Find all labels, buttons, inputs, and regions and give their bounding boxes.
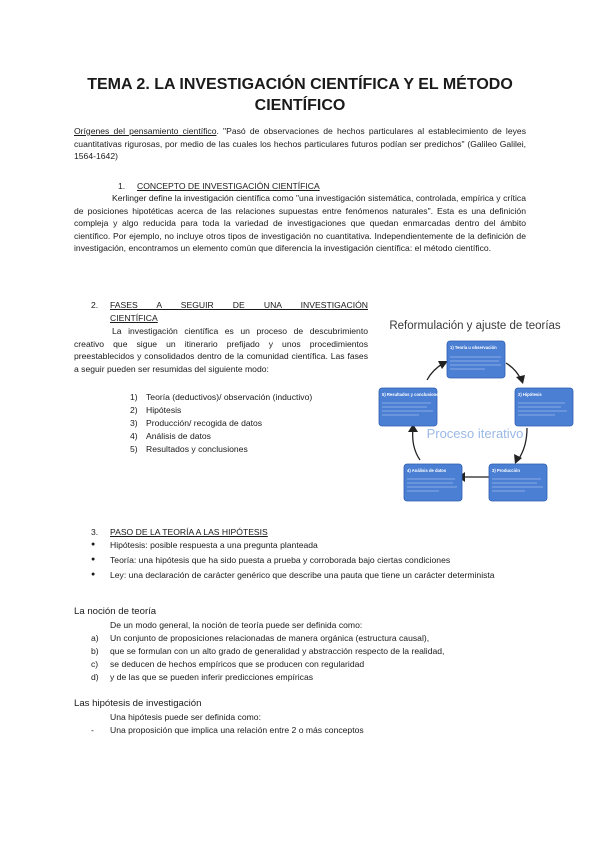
section2-paragraph: La investigación científica es un proceso de descubrimiento creativo que sigue un itinerario prefijado y unos procedimientos preestablecidos y consolidados dentro de la comunidad científica. Las fases a seguir pueden ser resumidas del siguiente modo: xyxy=(74,326,368,374)
phases-list xyxy=(130,391,370,456)
section1-heading: CONCEPTO DE INVESTIGACIÓN CIENTÍFICA xyxy=(137,181,320,191)
arrowhead-icon xyxy=(516,375,525,384)
page-title: TEMA 2. LA INVESTIGACIÓN CIENTÍFICA Y EL MÉTODO CIENTÍFICO xyxy=(87,76,513,114)
list-item: c) se deducen de hechos empíricos que se producen con regularidad xyxy=(91,658,365,669)
list-item: b) que se formulan con un alto grado de generalidad y abstracción respecto de la realidad, xyxy=(91,645,445,656)
list-item: d) y de las que se pueden inferir predicciones empíricas xyxy=(91,671,314,682)
svg-text:1) Teoría u observación: 1) Teoría u observación xyxy=(450,345,497,350)
list-item: 2) Hipótesis xyxy=(130,404,182,415)
phase-box-5 xyxy=(379,388,442,426)
iterative-process-diagram xyxy=(375,314,575,504)
svg-text:4) Análisis de datos: 4) Análisis de datos xyxy=(407,468,447,473)
list-item: 1) Teoría (deductivos)/ observación (inductivo) xyxy=(130,392,313,402)
phase-box-4 xyxy=(404,464,462,501)
list-item: ● Teoría: una hipótesis que ha sido puesta a prueba y corroborada bajo ciertas condiciones xyxy=(91,554,451,565)
list-item: ● Hipótesis: posible respuesta a una pregunta planteada xyxy=(91,540,318,550)
theory-list xyxy=(91,632,531,684)
theory-heading: La noción de teoría xyxy=(74,606,157,617)
phase-box-2 xyxy=(515,388,573,426)
intro-paragraph xyxy=(74,125,526,163)
intro-text: . "Pasó de observaciones de hechos particulares al establecimiento de leyes cuantitativas rigurosas, por medio de las cuales los hechos particulares futuros podían ser predichos" (Galileo Galilei, 1564-1642) xyxy=(74,126,526,162)
section2-heading: FASES A SEGUIR DE UNA INVESTIGACIÓN CIENTÍFICA xyxy=(110,300,368,323)
section2-number: 2. xyxy=(91,300,99,310)
diagram-title: Reformulación y ajuste de teorías xyxy=(389,320,561,332)
arrowhead-icon xyxy=(438,361,448,369)
svg-text:3) Producción: 3) Producción xyxy=(492,468,520,473)
hypothesis-lead: Una hipótesis puede ser definida como: xyxy=(110,712,261,722)
diagram-center-label: Proceso iterativo xyxy=(426,426,524,441)
svg-text:2) Hipótesis: 2) Hipótesis xyxy=(518,392,542,397)
list-item: ● Ley: una declaración de carácter genérico que describe una pauta que tiene un carácter determinista xyxy=(91,569,495,580)
phase-box-1 xyxy=(447,341,505,378)
intro-heading: Orígenes del pensamiento científico xyxy=(74,126,217,136)
list-item: a) Un conjunto de proposiciones relacionadas de manera orgánica (estructura causal), xyxy=(91,633,430,643)
hypothesis-heading: Las hipótesis de investigación xyxy=(74,698,202,709)
section3-number: 3. xyxy=(91,527,99,537)
list-item: - Una proposición que implica una relación entre 2 o más conceptos xyxy=(91,725,364,735)
section3-heading: PASO DE LA TEORÍA A LAS HIPÓTESIS xyxy=(110,527,268,537)
svg-text:5) Resultados y conclusiones: 5) Resultados y conclusiones xyxy=(382,392,441,397)
list-item: 4) Análisis de datos xyxy=(130,430,211,441)
concepts-bullet-list xyxy=(91,539,526,582)
hypothesis-list xyxy=(91,724,531,737)
list-item: 5) Resultados y conclusiones xyxy=(130,443,248,454)
phase-box-3 xyxy=(489,464,547,501)
arrow-4-to-5 xyxy=(413,428,420,460)
section1-paragraph: Kerlinger define la investigación científica como "una investigación sistemática, controlada, empírica y crítica de posiciones hipotéticas acerca de las relaciones supuestas entre fenómenos naturales". Esta es una definición compleja y algo reducida para toda la variedad de investigaciones que quedan enmarcadas dentro del ámbito científico. Por ejemplo, no incluye otros tipos de investigación no cuantitativa. Independientemente de la definición de investigación, encontramos un elemento común que diferencia la investigación científica: el método científico. xyxy=(74,193,526,254)
theory-lead: De un modo general, la noción de teoría puede ser definida como: xyxy=(110,620,363,630)
list-item: 3) Producción/ recogida de datos xyxy=(130,417,263,428)
section1-number: 1. xyxy=(118,181,126,191)
